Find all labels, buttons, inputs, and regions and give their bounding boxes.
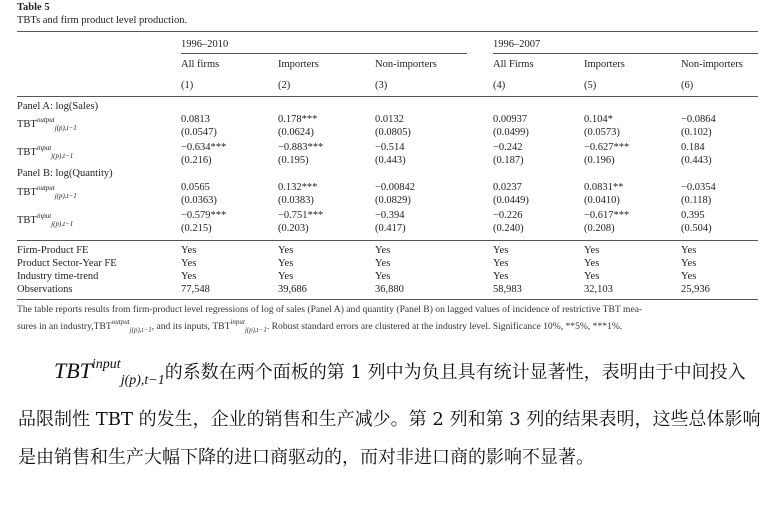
coef-cell: −0.627*** [584,142,630,153]
var-sub: j(p),t−1 [51,220,74,228]
fe-cell: Yes [493,258,509,269]
row-label-tbt-output [17,182,77,202]
paragraph-text: 的系数在两个面板的第 1 列中为负且具有统计显著性，表明由于中间投入品限制性 TBT 的发生，企业的销售和生产减少。第 2 列和第 3 列的结果表明，这些总体影响是由销售和生产大幅下降的进口商驱动的，而对非进口商的影响不显著。 [18,362,761,468]
coef-cell: −0.242 [493,142,523,153]
var-sup: output [36,116,55,124]
fe-cell: Yes [493,271,509,282]
fe-cell: Yes [375,258,391,269]
fe-cell: Yes [278,271,294,282]
se-cell: (0.102) [681,127,712,138]
column-number: (4) [493,80,506,91]
fe-row-label: Observations [17,284,73,295]
var-base: TBT [17,119,37,130]
top-rule [17,31,758,32]
fe-cell: Yes [584,258,600,269]
coef-cell: 0.178*** [278,114,318,125]
column-number: (5) [584,80,597,91]
se-cell: (0.0805) [375,127,411,138]
table-caption: TBTs and firm product level production. [17,15,188,26]
column-header: Non-importers [681,59,743,70]
note-part-a: sures in an industry, [17,321,94,332]
se-cell: (0.0410) [584,195,620,206]
fe-cell: Yes [278,258,294,269]
fe-cell: Yes [681,271,697,282]
chinese-paragraph [18,346,763,478]
se-cell: (0.215) [181,223,212,234]
se-cell: (0.417) [375,223,406,234]
observations-cell: 32,103 [584,284,613,295]
fe-cell: Yes [375,271,391,282]
column-number: (3) [375,80,388,91]
column-number: (1) [181,80,194,91]
se-cell: (0.443) [375,155,406,166]
column-number: (6) [681,80,694,91]
fe-cell: Yes [681,245,697,256]
coef-cell: 0.00937 [493,114,528,125]
fe-cell: Yes [181,271,197,282]
group-rule-2 [493,53,758,54]
column-header: Importers [584,59,625,70]
var-base: TBT [17,215,37,226]
observations-cell: 36,880 [375,284,404,295]
se-cell: (0.203) [278,223,309,234]
note-part-c: . Robust standard errors are clustered at the industry level. Significance 10%, **5%, ***1%. [266,321,623,332]
coef-cell: 0.184 [681,142,705,153]
coef-cell: 0.0237 [493,182,522,193]
row-label-tbt-input [17,142,73,162]
table-note [17,303,757,337]
row-label-tbt-input [17,210,73,230]
se-cell: (0.0829) [375,195,411,206]
se-cell: (0.0547) [181,127,217,138]
se-cell: (0.216) [181,155,212,166]
note-var-output: $TBT^{output}_{j(p),t-1}$ [93,318,152,334]
se-cell: (0.0624) [278,127,314,138]
coef-cell: −0.751*** [278,210,324,221]
math-variable: $TBT^{input}_{j(p),t-1}$ [54,357,165,388]
column-header: All Firms [493,59,534,70]
se-cell: (0.443) [681,155,712,166]
coef-cell: −0.634*** [181,142,227,153]
var-sub: j(p),t−1 [54,124,77,132]
coef-cell: 0.0132 [375,114,404,125]
fe-cell: Yes [584,245,600,256]
note-var-input: $TBT^{input}_{j(p),t-1}$ [212,318,267,334]
var-sup: input [36,144,52,152]
coef-cell: −0.514 [375,142,405,153]
coef-cell: −0.579*** [181,210,227,221]
se-cell: (0.195) [278,155,309,166]
column-header: All firms [181,59,220,70]
bottom-rule [17,299,758,300]
panel-b-title: Panel B: log(Quantity) [17,168,113,179]
var-sup: input [36,212,52,220]
group-header-1996-2007: 1996–2007 [493,39,541,50]
fe-cell: Yes [584,271,600,282]
coef-cell: −0.0354 [681,182,716,193]
se-cell: (0.504) [681,223,712,234]
header-rule [17,96,758,97]
se-cell: (0.0573) [584,127,620,138]
group-rule-1 [181,53,467,54]
var-sup: output [36,184,55,192]
se-cell: (0.0449) [493,195,529,206]
se-cell: (0.118) [681,195,712,206]
fe-cell: Yes [681,258,697,269]
table-label: Table 5 [17,2,50,13]
column-header: Non-importers [375,59,437,70]
coef-cell: −0.226 [493,210,523,221]
observations-cell: 25,936 [681,284,710,295]
se-cell: (0.0499) [493,127,529,138]
se-cell: (0.0383) [278,195,314,206]
row-label-tbt-output [17,114,77,134]
observations-cell: 39,686 [278,284,307,295]
coef-cell: −0.617*** [584,210,630,221]
fe-row-label: Industry time-trend [17,271,99,282]
fe-cell: Yes [375,245,391,256]
coef-cell: −0.00842 [375,182,416,193]
coef-cell: 0.0813 [181,114,210,125]
coef-cell: −0.883*** [278,142,324,153]
fe-row-label: Firm-Product FE [17,245,89,256]
observations-cell: 58,983 [493,284,522,295]
coef-cell: 0.0831** [584,182,624,193]
coef-cell: −0.0864 [681,114,716,125]
se-cell: (0.0363) [181,195,217,206]
coef-cell: 0.104* [584,114,613,125]
se-cell: (0.187) [493,155,524,166]
var-base: TBT [17,187,37,198]
se-cell: (0.240) [493,223,524,234]
panel-a-title: Panel A: log(Sales) [17,101,99,112]
var-sub: j(p),t−1 [51,152,74,160]
fe-cell: Yes [278,245,294,256]
fe-cell: Yes [181,245,197,256]
fe-cell: Yes [493,245,509,256]
coef-cell: −0.394 [375,210,405,221]
fe-rule [17,240,758,241]
fe-cell: Yes [181,258,197,269]
column-number: (2) [278,80,291,91]
var-base: TBT [17,147,37,158]
group-header-1996-2010: 1996–2010 [181,39,229,50]
se-cell: (0.208) [584,223,615,234]
fe-row-label: Product Sector-Year FE [17,258,117,269]
se-cell: (0.196) [584,155,615,166]
coef-cell: 0.0565 [181,182,210,193]
column-header: Importers [278,59,319,70]
note-part-b: , and its inputs, [151,321,211,332]
var-sub: j(p),t−1 [54,192,77,200]
observations-cell: 77,548 [181,284,210,295]
coef-cell: 0.395 [681,210,705,221]
note-line-1: The table reports results from firm-product level regressions of log of sales (Panel A) and quantity (Panel B) on lagged values of incidence of restrictive TBT mea- [17,304,643,315]
coef-cell: 0.132*** [278,182,318,193]
